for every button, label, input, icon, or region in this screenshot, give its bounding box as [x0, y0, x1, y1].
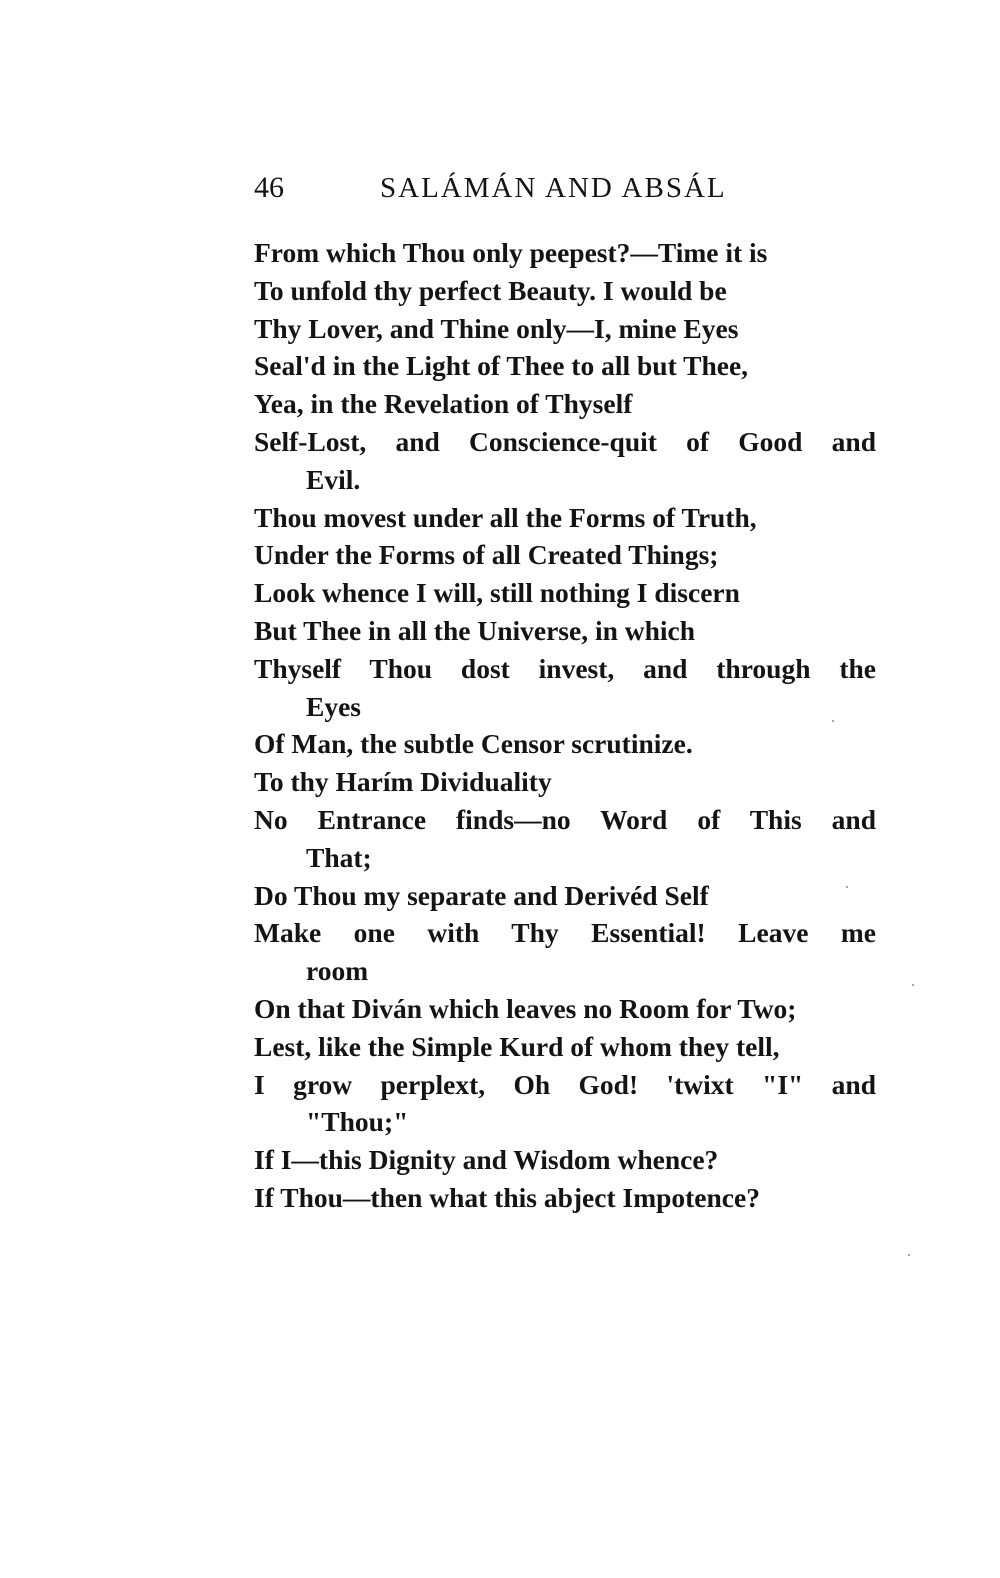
poem-line: To thy Harím Dividuality — [254, 766, 552, 798]
poem-line-continuation: Eyes — [306, 690, 361, 722]
poem-line: I grow perplext, Oh God! 'twixt "I" and — [254, 1068, 876, 1100]
poem-line: Self-Lost, and Conscience-quit of Good and — [254, 425, 876, 457]
poem-text — [254, 234, 876, 1217]
poem-line: On that Diván which leaves no Room for Two; — [254, 992, 797, 1024]
poem-line-continuation: Evil. — [306, 463, 361, 495]
poem-line: Thou movest under all the Forms of Truth, — [254, 501, 757, 533]
scan-speck — [846, 886, 848, 888]
scan-speck — [832, 720, 834, 722]
poem-line: From which Thou only peepest?—Time it is — [254, 237, 768, 268]
running-title: SALÁMÁN AND ABSÁL — [380, 172, 727, 204]
poem-line: To unfold thy perfect Beauty. I would be — [254, 274, 727, 306]
poem-line: Seal'd in the Light of Thee to all but Thee, — [254, 350, 749, 382]
poem-line: Thyself Thou dost invest, and through the — [254, 652, 876, 684]
poem-line-continuation: That; — [306, 841, 372, 873]
poem-line: Yea, in the Revelation of Thyself — [254, 388, 633, 420]
page-number: 46 — [254, 171, 284, 204]
poem-line-continuation: "Thou;" — [306, 1106, 409, 1138]
poem-line: If Thou—then what this abject Impotence? — [254, 1181, 760, 1213]
poem-line-continuation: room — [306, 955, 369, 987]
poem-line: Do Thou my separate and Derivéd Self — [254, 879, 709, 911]
poem-line: Make one with Thy Essential! Leave me — [254, 917, 876, 949]
poem-line: Look whence I will, still nothing I discern — [254, 577, 740, 609]
poem-line: But Thee in all the Universe, in which — [254, 614, 696, 646]
poem-line: Lest, like the Simple Kurd of whom they tell, — [254, 1030, 780, 1062]
scan-speck — [912, 984, 914, 986]
poem-line: Of Man, the subtle Censor scrutinize. — [254, 728, 693, 760]
page-header — [254, 166, 774, 210]
poem-line: Under the Forms of all Created Things; — [254, 539, 719, 571]
poem-line: If I—this Dignity and Wisdom whence? — [254, 1144, 719, 1176]
poem-line: No Entrance finds—no Word of This and — [254, 803, 876, 835]
scan-speck — [908, 1254, 910, 1256]
poem-line: Thy Lover, and Thine only—I, mine Eyes — [254, 312, 739, 344]
